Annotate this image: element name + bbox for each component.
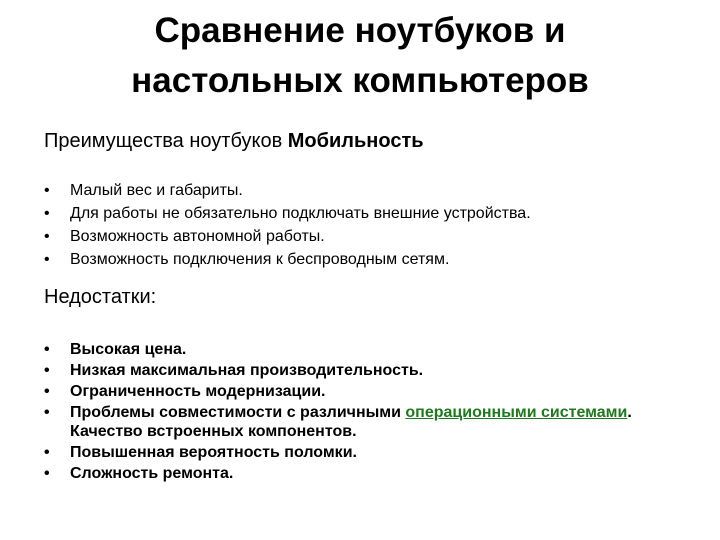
bullet: • xyxy=(44,205,50,222)
bullet: • xyxy=(44,182,50,199)
bullet: • xyxy=(44,465,50,482)
bullet: • xyxy=(44,228,50,245)
list-item xyxy=(44,225,531,248)
disadvantage-text: Ограниченность модернизации. xyxy=(70,383,326,400)
disadvantage-text: Повышенная вероятность поломки. xyxy=(70,444,357,461)
list-item xyxy=(44,443,674,462)
list-item xyxy=(44,202,531,225)
bullet: • xyxy=(44,341,50,358)
advantages-heading xyxy=(44,128,424,154)
list-item xyxy=(44,361,674,380)
advantage-text: Малый вес и габариты. xyxy=(70,182,243,199)
list-item xyxy=(44,248,531,271)
disadvantage-text: Низкая максимальная производительность. xyxy=(70,362,424,379)
title-line-2: настольных компьютеров xyxy=(131,61,589,100)
list-item xyxy=(44,179,531,202)
slide-title xyxy=(0,6,720,106)
list-item xyxy=(44,403,674,441)
advantages-list xyxy=(44,179,531,271)
list-item xyxy=(44,464,674,483)
disadvantages-heading: Недостатки: xyxy=(44,286,157,308)
disadvantage-text xyxy=(70,404,632,440)
bullet: • xyxy=(44,383,50,400)
advantages-label: Преимущества ноутбуков xyxy=(44,130,283,152)
list-item xyxy=(44,340,674,359)
bullet: • xyxy=(44,251,50,268)
disadvantage-text-end: . Качество встроенных компонентов. xyxy=(70,404,632,440)
disadvantage-text-start: Проблемы совместимости с различными xyxy=(70,404,401,421)
advantage-text: Для работы не обязательно подключать внешние устройства. xyxy=(70,205,531,222)
bullet: • xyxy=(44,362,50,379)
operating-systems-link[interactable]: операционными системами xyxy=(405,404,628,421)
list-item xyxy=(44,382,674,401)
disadvantage-text: Сложность ремонта. xyxy=(70,465,234,482)
advantage-text: Возможность автономной работы. xyxy=(70,228,325,245)
disadvantage-text: Высокая цена. xyxy=(70,341,187,358)
advantages-emphasis: Мобильность xyxy=(287,130,424,152)
advantage-text: Возможность подключения к беспроводным сетям. xyxy=(70,251,450,268)
bullet: • xyxy=(44,444,50,461)
bullet: • xyxy=(44,404,50,421)
disadvantages-list xyxy=(44,340,674,485)
title-line-1: Сравнение ноутбуков и xyxy=(154,11,566,50)
